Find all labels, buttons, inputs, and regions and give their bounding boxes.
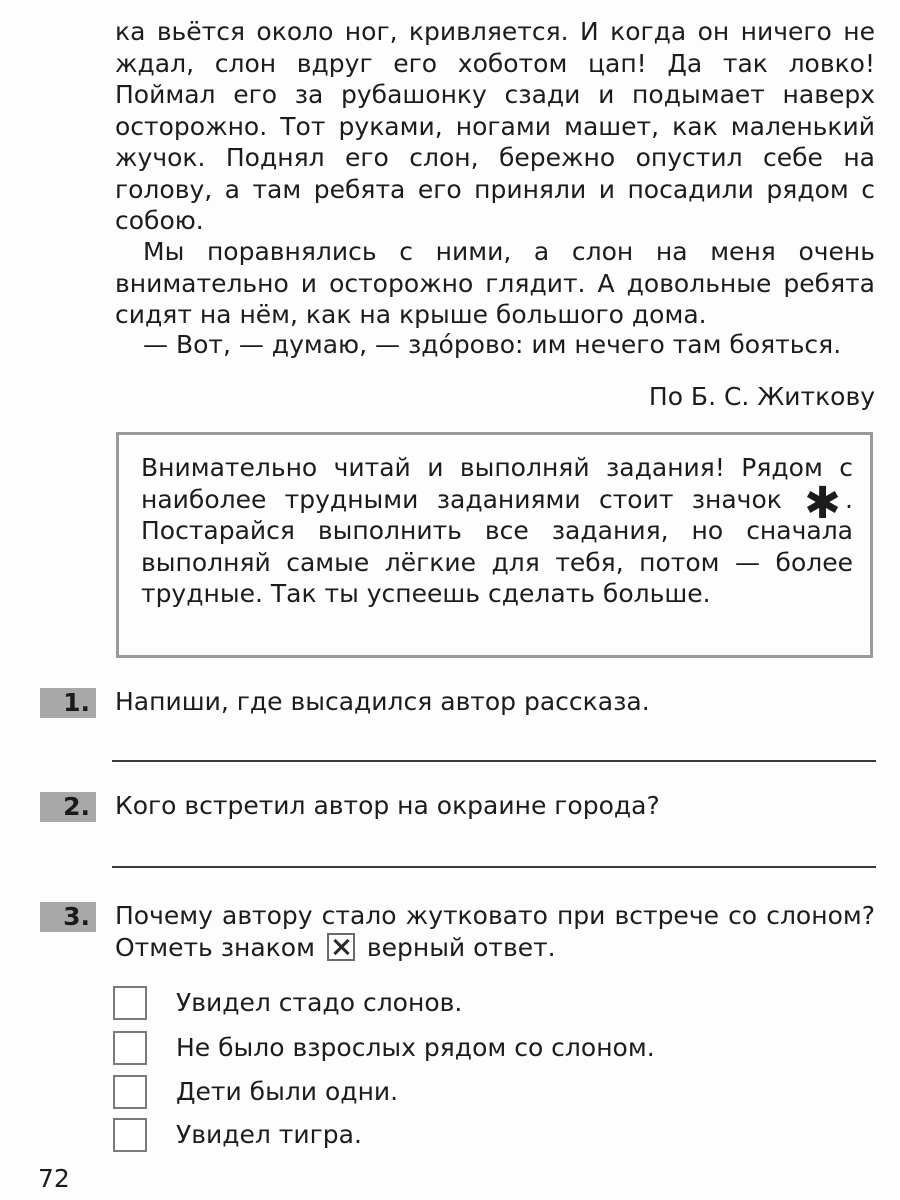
task-3-text-before-mark: Почему автору стало жутковато при встрече со слоном? Отметь знаком	[115, 901, 875, 962]
story-attribution: По Б. С. Житкову	[648, 382, 875, 411]
answer-option-3-checkbox[interactable]	[113, 1075, 147, 1109]
answer-option-3-label: Дети были одни.	[176, 1077, 399, 1106]
answer-option-2-checkbox[interactable]	[113, 1031, 147, 1065]
task-1-number: 1.	[40, 688, 96, 718]
page-number: 72	[38, 1164, 70, 1193]
task-2-answer-line[interactable]	[112, 866, 876, 868]
story-paragraph-1: ка вьётся около ног, кривляется. И когда он ничего не ждал, слон вдруг его хоботом цап! Да так ловко! Поймал его за рубашонку сзади и подымает наверх осторожно. Тот руками, ногами машет, как маленький жучок. Поднял его слон, бережно опустил себе на голову, а там ребята его приняли и посадили рядом с собою.	[115, 17, 875, 235]
story-paragraph-3: — Вот, — думаю, — здо́рово: им нечего там бояться.	[143, 330, 842, 359]
task-3-text-after-mark: верный ответ.	[366, 932, 556, 962]
cross-mark-icon	[327, 933, 355, 961]
task-1-text: Напиши, где высадился автор рассказа.	[115, 687, 650, 716]
story-paragraph-2: Мы поравнялись с ними, а слон на меня очень внимательно и осторожно глядит. А довольные ребята сидят на нём, как на крыше большого дома.	[115, 237, 875, 329]
answer-option-1-label: Увидел стадо слонов.	[176, 988, 463, 1017]
answer-option-2-label: Не было взрослых рядом со слоном.	[176, 1033, 655, 1062]
answer-option-4	[113, 1118, 873, 1152]
difficulty-star-icon: ✱	[804, 477, 842, 529]
answer-option-2	[113, 1031, 873, 1065]
task-1-answer-line[interactable]	[112, 760, 876, 762]
task-3-number: 3.	[40, 902, 96, 932]
task-2-text: Кого встретил автор на окраине города?	[115, 791, 660, 820]
answer-option-3	[113, 1075, 873, 1109]
answer-option-1	[113, 986, 873, 1020]
task-2-number: 2.	[40, 792, 96, 822]
instructions-text	[141, 452, 853, 610]
instructions-text-after-star: . Постарайся выполнить все задания, но сначала выполняй самые лёгкие для тебя, потом — более трудные. Так ты успеешь сделать больше.	[141, 484, 853, 608]
answer-option-4-label: Увидел тигра.	[176, 1120, 362, 1149]
answer-option-1-checkbox[interactable]	[113, 986, 147, 1020]
instructions-box	[116, 432, 873, 658]
answer-option-4-checkbox[interactable]	[113, 1118, 147, 1152]
instructions-text-before-star: Внимательно читай и выполняй задания! Рядом с наиболее трудными заданиями стоит значок	[141, 453, 853, 514]
task-3-text	[115, 900, 875, 963]
